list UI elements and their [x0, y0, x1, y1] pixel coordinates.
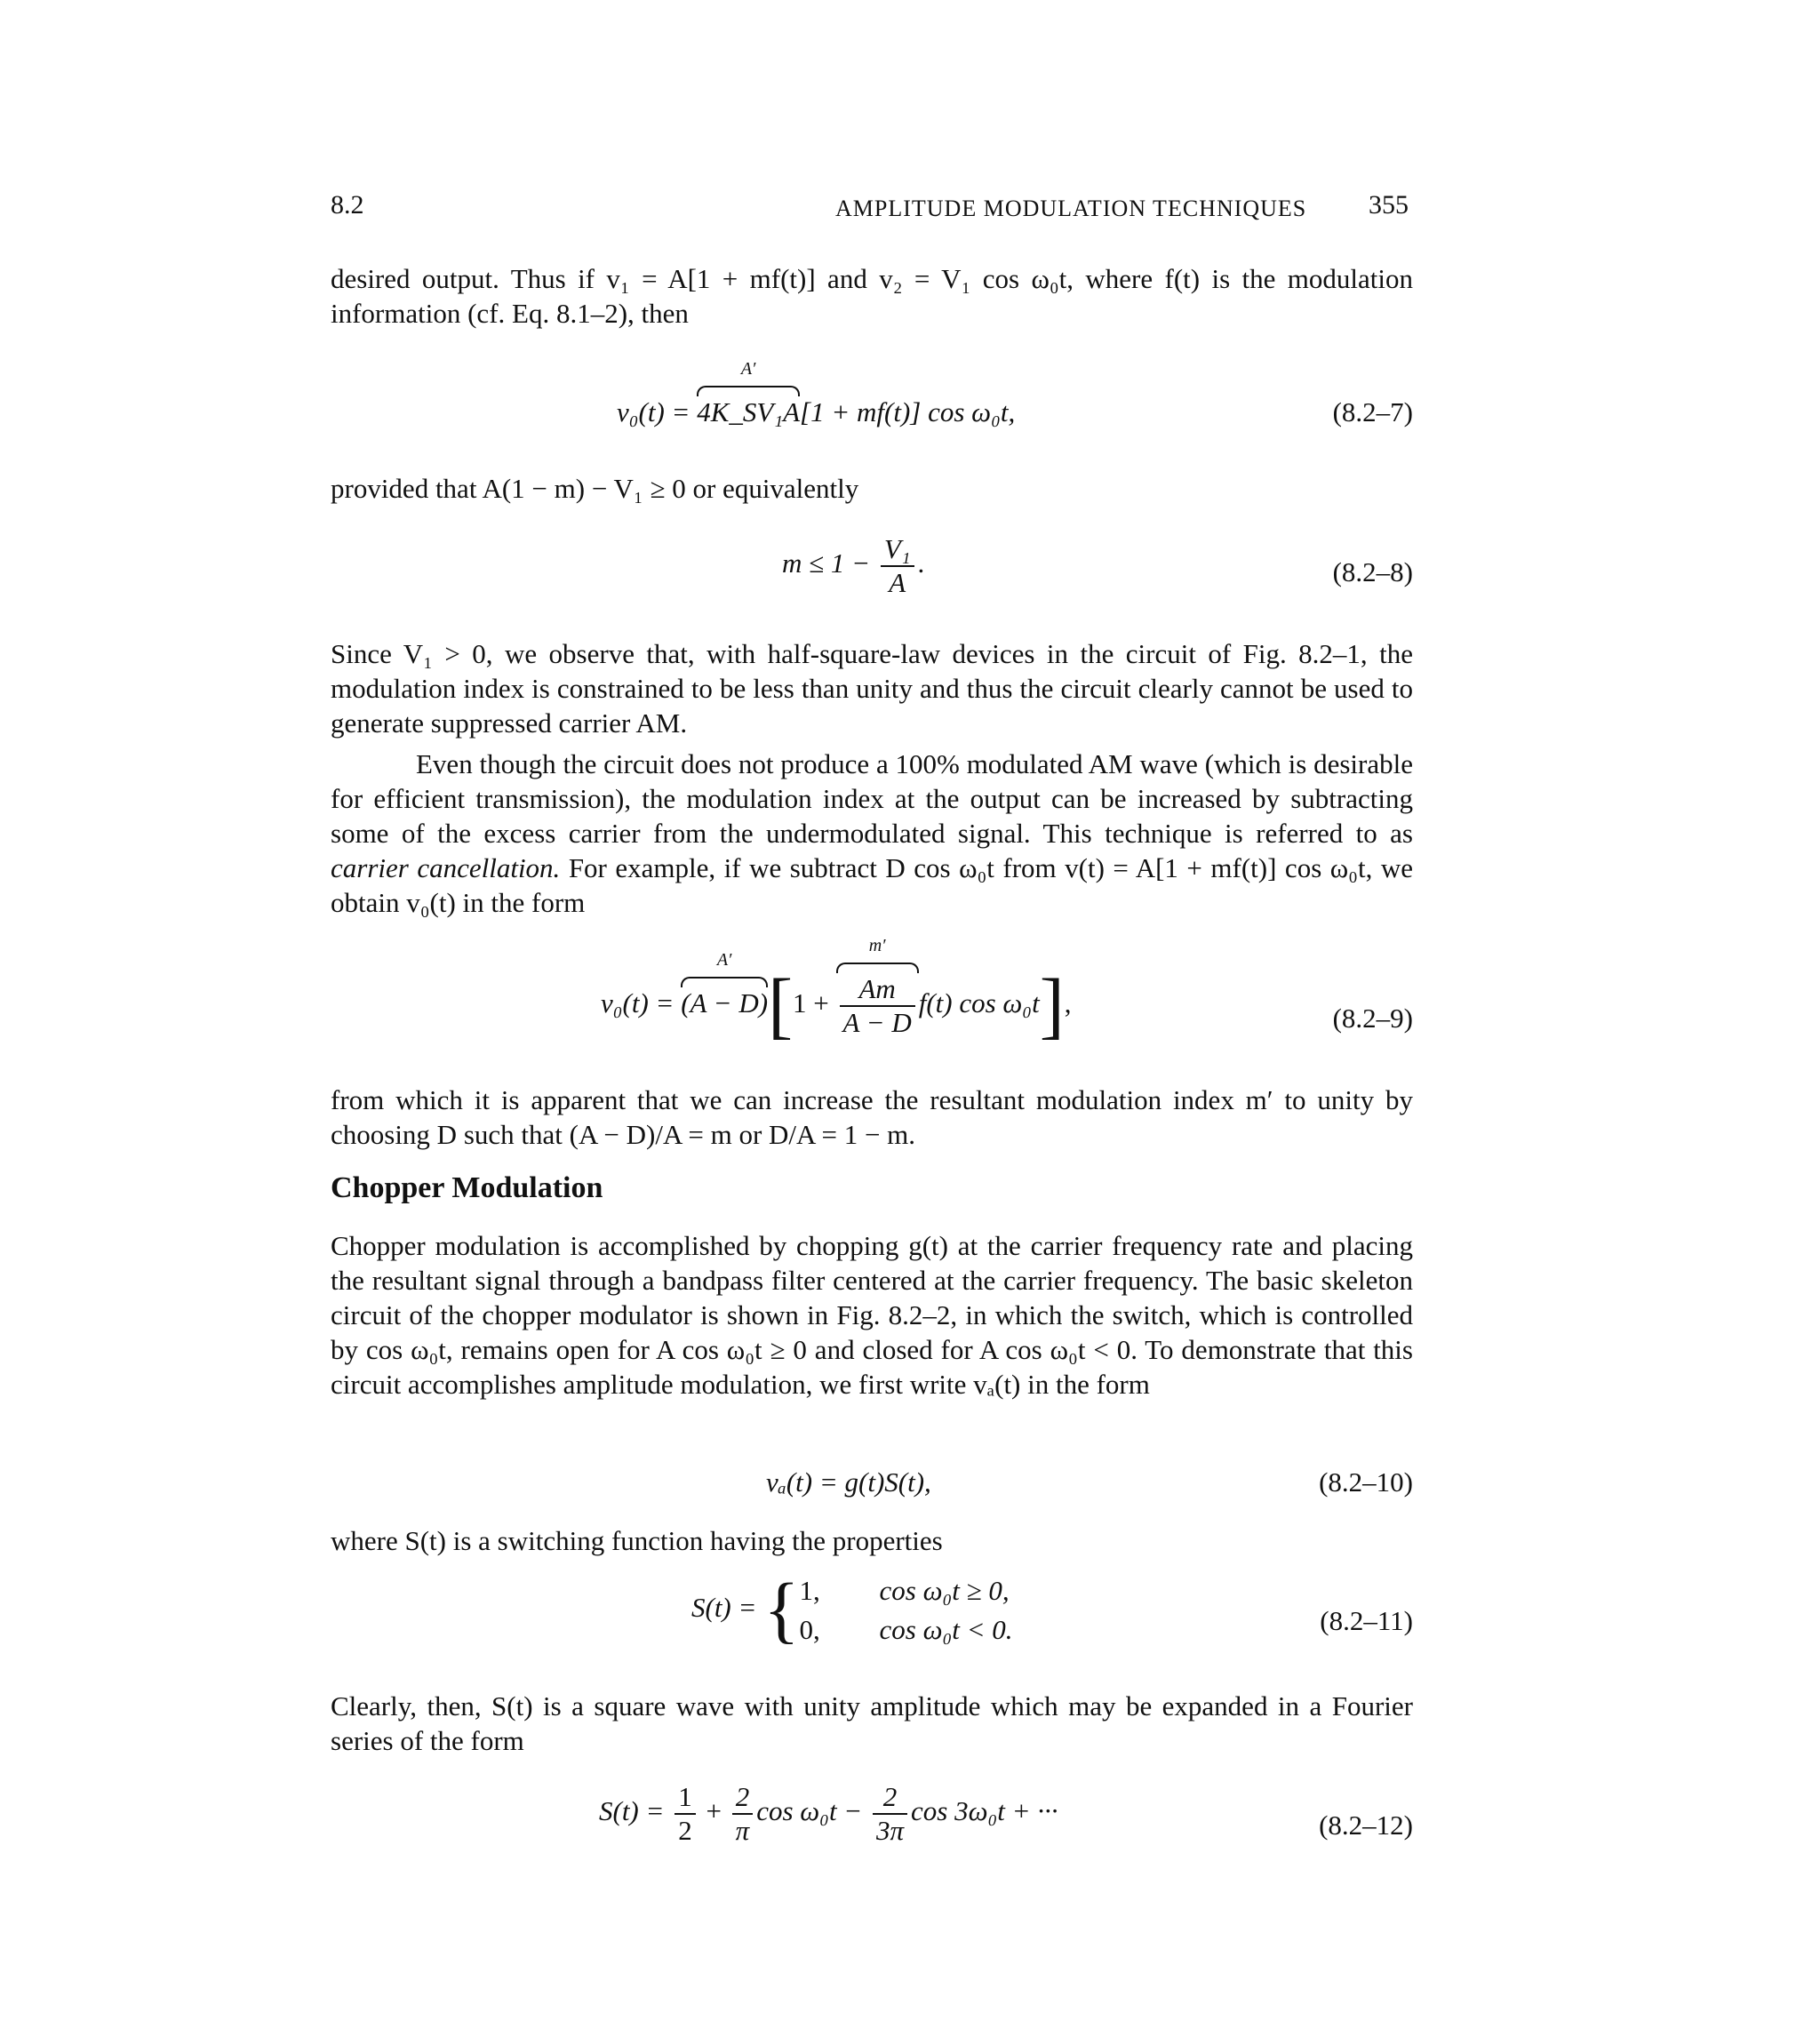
- paragraph-7: where S(t) is a switching function having the properties: [331, 1525, 943, 1556]
- eq9-plus: 1 +: [793, 987, 836, 1019]
- equation-number-8-2-11: (8.2–11): [1320, 1605, 1413, 1636]
- eq11-brace: {: [763, 1569, 800, 1651]
- eq11-case-2-condition: cos ω₀t < 0.: [879, 1614, 1013, 1645]
- eq12-fraction-1: [675, 1781, 696, 1847]
- equation-number-8-2-10: (8.2–10): [1319, 1466, 1413, 1498]
- eq11-case-1-condition: cos ω₀t ≥ 0,: [879, 1575, 1010, 1606]
- eq12-f1-numerator: 1: [678, 1781, 692, 1812]
- eq7-brace-label: A′: [740, 359, 756, 379]
- equation-8-2-8: [782, 533, 924, 599]
- eq8-lhs: m ≤ 1 −: [782, 547, 877, 579]
- eq11-case-2-value: 0,: [799, 1614, 820, 1645]
- eq9-braced-text-1: (A − D): [681, 987, 769, 1019]
- eq9-brace-label-2: m′: [868, 936, 886, 955]
- eq9-numerator: Am: [858, 973, 896, 1004]
- eq12-term-3: cos 3ω₀t + ···: [911, 1795, 1058, 1827]
- paragraph-4-text-a: Even though the circuit does not produce a 100% modulated AM wave (which is desirable for efficient transmission), the modulation index at the output can be increased by subtracting some of the excess carrier from the undermodulated signal. This technique is referred to as: [331, 748, 1413, 849]
- page-number: 355: [1369, 190, 1409, 220]
- paragraph-6: Chopper modulation is accomplished by chopping g(t) at the carrier frequency rate and placing the resultant signal through a bandpass filter centered at the carrier frequency. The basic skeleton circuit of the chopper modulator is shown in Fig. 8.2–2, in which the switch, which is controlled by cos ω₀t, remains open for A cos ω₀t ≥ 0 and closed for A cos ω₀t < 0. To demonstrate that this circuit accomplishes amplitude modulation, we first write vₐ(t) in the form: [331, 1230, 1413, 1400]
- eq11-lhs: S(t) =: [691, 1592, 764, 1624]
- paragraph-4: [331, 747, 1413, 920]
- equation-8-2-10: vₐ(t) = g(t)S(t),: [766, 1466, 931, 1498]
- section-number: 8.2: [331, 190, 364, 220]
- eq9-brace-label-1: A′: [716, 950, 732, 971]
- eq11-cases: [800, 1571, 1013, 1650]
- equation-number-8-2-9: (8.2–9): [1332, 1003, 1413, 1034]
- eq12-f2-denominator: π: [732, 1813, 754, 1847]
- eq7-lhs: v₀(t) =: [617, 396, 698, 427]
- eq9-right-bracket: ]: [1039, 964, 1065, 1047]
- eq12-lhs: S(t) =: [599, 1795, 672, 1827]
- eq7-braced-text: 4K_SV₁A: [697, 396, 801, 427]
- eq9-tail: f(t) cos ω₀t: [918, 987, 1040, 1019]
- equation-number-8-2-7: (8.2–7): [1332, 396, 1413, 427]
- eq11-case-1-value: 1,: [799, 1575, 820, 1606]
- eq12-plus: +: [698, 1795, 729, 1827]
- eq12-f3-numerator: 2: [882, 1781, 898, 1812]
- eq8-end: .: [917, 547, 925, 579]
- paragraph-4-emphasis: carrier cancellation.: [331, 852, 561, 883]
- eq9-fraction: [840, 973, 915, 1039]
- paragraph-1: desired output. Thus if v₁ = A[1 + mf(t)] and v₂ = V₁ cos ω₀t, where f(t) is the modulation information (cf. Eq. 8.1–2), then: [331, 263, 1413, 329]
- eq9-braced-term-1: [681, 950, 769, 1019]
- equation-8-2-11: [691, 1571, 1013, 1650]
- paragraph-8: Clearly, then, S(t) is a square wave with unity amplitude which may be expanded in a Fourier series of the form: [331, 1690, 1413, 1756]
- eq11-case-2: [800, 1610, 1013, 1650]
- eq12-f3-denominator: 3π: [873, 1813, 907, 1847]
- running-title: AMPLITUDE MODULATION TECHNIQUES: [835, 196, 1307, 221]
- paragraph-5: from which it is apparent that we can increase the resultant modulation index m′ to unity by choosing D such that (A − D)/A = m or D/A = 1 − m.: [331, 1084, 1413, 1150]
- paragraph-3: Since V₁ > 0, we observe that, with half-square-law devices in the circuit of Fig. 8.2–1, the modulation index is constrained to be less than unity and thus the circuit clearly cannot be used to generate suppressed carrier AM.: [331, 638, 1413, 739]
- paragraph-2: provided that A(1 − m) − V₁ ≥ 0 or equivalently: [331, 473, 859, 504]
- eq8-numerator: V₁: [883, 533, 911, 564]
- equation-8-2-9: [601, 936, 1072, 1047]
- eq8-denominator: A: [881, 565, 914, 599]
- eq11-case-1: [800, 1571, 1013, 1610]
- equation-8-2-7: [617, 359, 1016, 428]
- eq9-left-bracket: [: [768, 964, 794, 1047]
- eq7-braced-term: [697, 359, 801, 428]
- eq9-denominator: A − D: [840, 1005, 915, 1039]
- eq9-end: ,: [1064, 987, 1072, 1019]
- eq12-f1-denominator: 2: [675, 1813, 696, 1847]
- eq12-fraction-3: [873, 1781, 907, 1847]
- eq9-braced-term-2: [836, 936, 919, 1039]
- paragraph-4-text-b: For example, if we subtract D cos ω₀t from v(t) = A[1 + mf(t)] cos ω₀t, we obtain v₀(t) in the form: [331, 852, 1413, 918]
- section-heading: Chopper Modulation: [331, 1171, 603, 1204]
- equation-8-2-12: [599, 1781, 1058, 1847]
- eq12-f2-numerator: 2: [735, 1781, 750, 1812]
- eq8-fraction: [881, 533, 914, 599]
- eq7-rest: [1 + mf(t)] cos ω₀t,: [800, 396, 1016, 427]
- eq12-term-2: cos ω₀t −: [756, 1795, 869, 1827]
- equation-number-8-2-8: (8.2–8): [1332, 556, 1413, 587]
- eq12-fraction-2: [732, 1781, 754, 1847]
- equation-number-8-2-12: (8.2–12): [1319, 1809, 1413, 1841]
- eq9-lhs: v₀(t) =: [601, 987, 682, 1019]
